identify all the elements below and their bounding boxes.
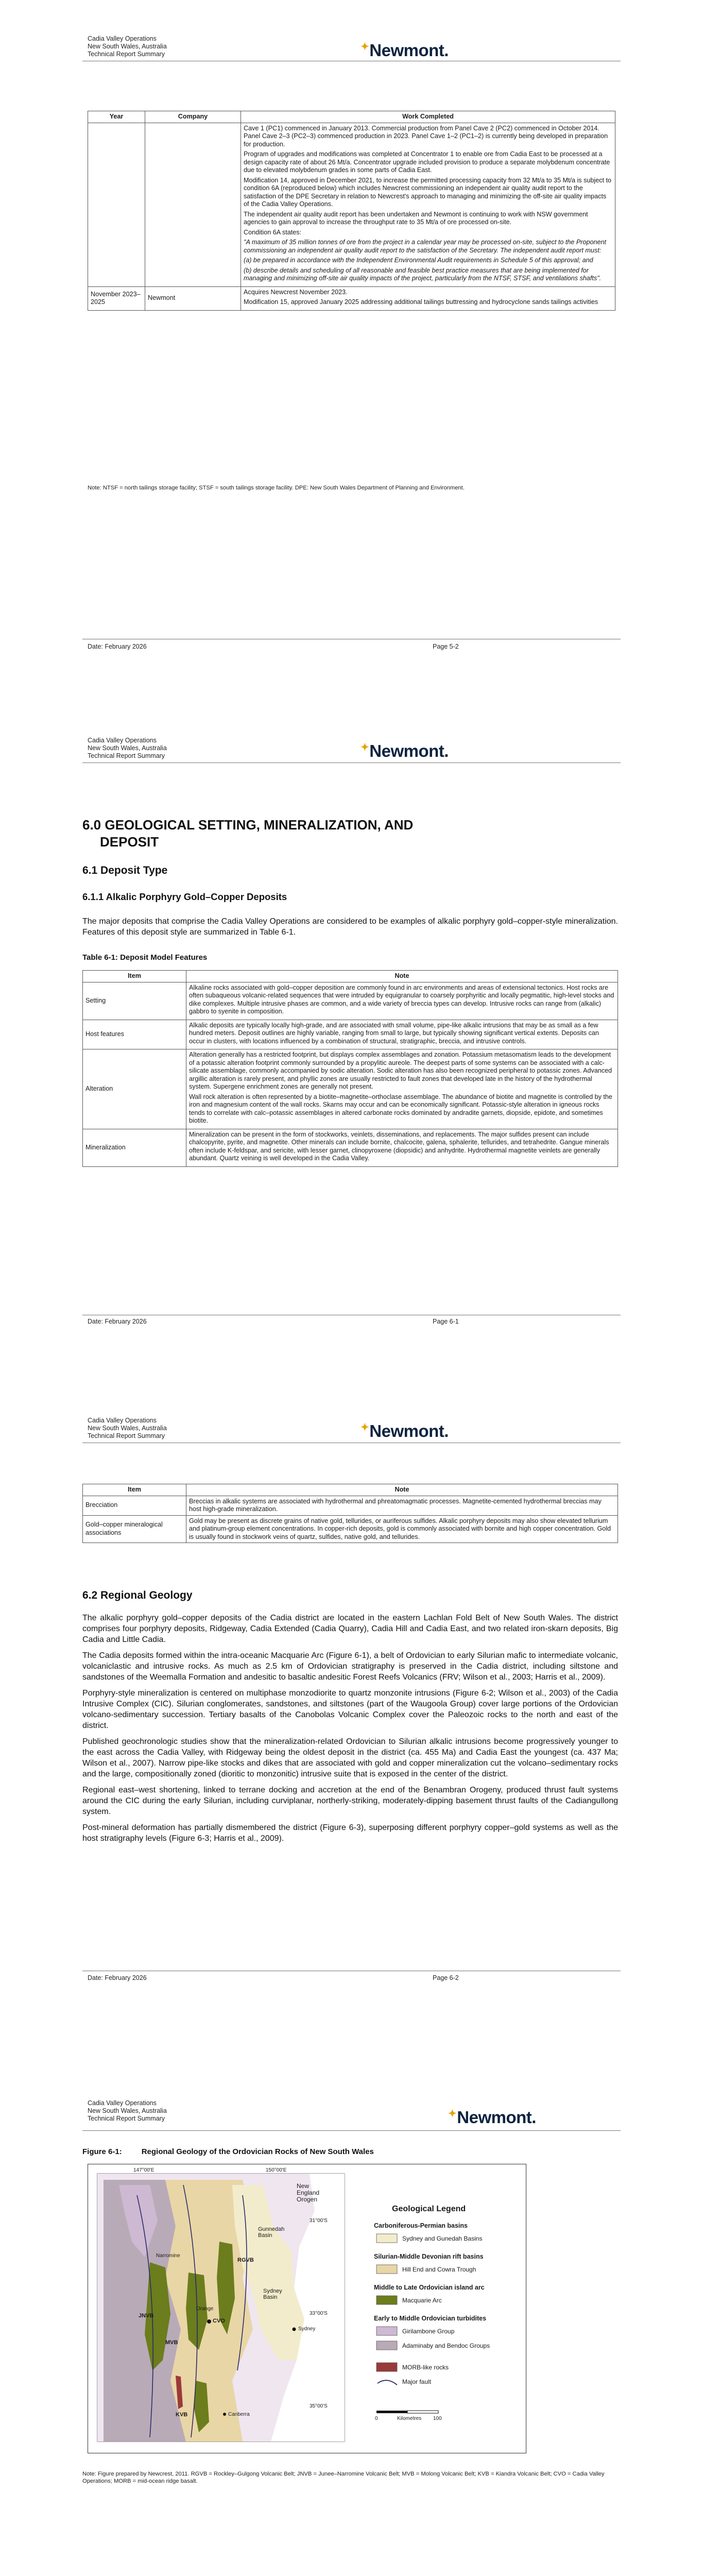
col-year: Year bbox=[88, 111, 145, 123]
cell-work bbox=[241, 123, 615, 286]
body-paragraph: Porphyry-style mineralization is centered on multiphase monzodiorite to quartz monzonite intrusions (Figure 6-2; Wilson et al., 2003) of the Cadia Intrusive Complex (CIC). Silurian conglomerates, sandstones, and siltstones (part of the Waugoola Group) cover large portions of the Ordovician volcano-sedimentary succession. Tertiary basalts of the Canobolas Volcanic Complex cover the Paleozoic rocks to the north and east of the district. bbox=[82, 1689, 618, 1730]
legend-item: Adaminaby and Bendoc Groups bbox=[402, 2342, 490, 2349]
note-text: Alteration generally has a restricted footprint, but displays complex assemblages and zonation. Potassium metasomatism leads to the development of a potassic alteration footprint commonly surrounded by a propylitic aureole. The deepest parts of some systems can be associated with a calc-silicate assemblage, commonly accompanied by sodic alteration. Sodic alteration has also been recognized peripheral to potassic zones. Advanced argillic alteration is rarely present, and phyllic zones are usually restricted to fault zones that developed late in the history of the hydrothermal system. Supergene enrichment zones are generally not present. bbox=[189, 1051, 612, 1090]
legend-item: MORB-like rocks bbox=[402, 2364, 449, 2371]
cell-item: Setting bbox=[83, 982, 186, 1020]
rgvb-label: RGVB bbox=[237, 2257, 254, 2263]
work-paragraph: Modification 15, approved January 2025 addressing additional tailings buttressing and hydrocyclone sands tailings activities bbox=[244, 298, 598, 306]
col-note: Note bbox=[186, 1484, 618, 1496]
footer-date: Date: February 2026 bbox=[88, 643, 147, 650]
table-row bbox=[83, 1129, 618, 1166]
logo-star-icon: ✦ bbox=[361, 742, 369, 753]
header-doc-title: Technical Report Summary bbox=[88, 752, 165, 759]
work-paragraph: Modification 14, approved in December 2021, to increase the permitted processing capacity from 32 Mt/a to 35 Mt/a is subject to condition 6A (reproduced below) which includes Newcrest commissioning an independent air quality audit report to the satisfaction of the DPE Secretary in relation to Newcrest's approach to managing and minimizing the off-site air quality impacts of the Cadia Valley Operations. bbox=[244, 176, 612, 208]
work-paragraph: Acquires Newcrest November 2023. bbox=[244, 288, 348, 296]
history-table bbox=[88, 111, 615, 311]
lon-label: 147°00'E bbox=[133, 2167, 155, 2173]
subsection-heading: 6.2 Regional Geology bbox=[82, 1589, 193, 1601]
figure-note: Note: Figure prepared by Newcrest, 2011. RGVB = Rockley–Gulgong Volcanic Belt; JNVB = Junee–Narromine Volcanic Belt; MVB = Molong Volcanic Belt; KVB = Kiandra Volcanic Belt; CVO = Cadia Valley Operations; MORB = mid-ocean ridge basalt. bbox=[82, 2471, 605, 2484]
sydney-basin-label: Sydney Basin bbox=[263, 2288, 282, 2300]
footer-date: Date: February 2026 bbox=[88, 1974, 147, 1981]
table-caption: Table 6-1: Deposit Model Features bbox=[82, 953, 208, 962]
page-header bbox=[88, 35, 167, 58]
newmont-logo bbox=[361, 1421, 449, 1441]
header-company: Cadia Valley Operations bbox=[88, 1417, 157, 1424]
cell-note: Gold may be present as discrete grains of native gold, tellurides, or auriferous sulfides. Alkalic porphyry deposits may also show elevated tellurium and platinum-group element concentrations. In copper-rich deposits, gold is commonly associated with bornite and high copper concentration. Gold is usually found in stockwork veins of quartz, sulfides, native gold, and tellurides. bbox=[186, 1515, 618, 1543]
page-5-2 bbox=[0, 0, 703, 670]
scale-label: 100 bbox=[433, 2416, 442, 2421]
col-note: Note bbox=[186, 971, 618, 982]
note-text: Alkalic deposits are typically locally high-grade, and are associated with small volume, pipe-like alkalic intrusions that may be as small as a few hundred meters. Deposit outlines are highly variable, ranging from small to large, but typically showing significant vertical extents. Deposits can occur in clusters, with locations influenced by a combination of structural, stratigraphic, breccia, and intrusive controls. bbox=[189, 1021, 599, 1045]
legend-item: Macquarie Arc bbox=[402, 2297, 442, 2304]
regional-geology-text bbox=[82, 1613, 618, 1849]
header-doc-title: Technical Report Summary bbox=[88, 50, 165, 58]
legend-group: Carboniferous-Permian basins bbox=[374, 2222, 468, 2229]
header-company: Cadia Valley Operations bbox=[88, 737, 157, 744]
footer-date: Date: February 2026 bbox=[88, 1318, 147, 1325]
kvb-label: KVB bbox=[176, 2412, 188, 2418]
cvo-marker bbox=[207, 2319, 211, 2324]
cell-work bbox=[241, 286, 615, 310]
newmont-logo bbox=[448, 2107, 536, 2127]
lat-label: 31°00'S bbox=[310, 2218, 328, 2224]
header-location: New South Wales, Australia bbox=[88, 1425, 167, 1432]
deposit-model-table bbox=[82, 970, 618, 1167]
table-row bbox=[88, 123, 615, 286]
note-text: Alkaline rocks associated with gold–copper deposition are commonly found in arc environments and areas of extensional tectonics. Host rocks are often subaqueous volcanic-related sequences that were intruded by equigranular to coarsely porphyritic and locally pegmatitic, high-level stocks and dike complexes. Multiple intrusive phases are common, and a wide variety of breccia types can develop. Intrusive rocks can range from (alkalic) gabbro to syenite in composition. bbox=[189, 984, 614, 1015]
work-paragraph: Cave 1 (PC1) commenced in January 2013. Commercial production from Panel Cave 2 (PC2) commenced in October 2014. Panel Cave 2–3 (PC2–3) commenced production in 2023. Panel Cave 1–2 (PC1–2) is currently being developed in preparation for production. bbox=[244, 124, 608, 148]
mvb-label: MVB bbox=[165, 2340, 178, 2346]
header-location: New South Wales, Australia bbox=[88, 2107, 167, 2114]
cell-note bbox=[186, 1129, 618, 1166]
header-rule bbox=[82, 762, 621, 763]
orange-label: Orange bbox=[196, 2306, 214, 2312]
cell-item: Mineralization bbox=[83, 1129, 186, 1166]
legend-swatch-macquarie bbox=[376, 2296, 397, 2304]
figure-caption bbox=[82, 2147, 374, 2156]
legend-group: Middle to Late Ordovician island arc bbox=[374, 2284, 485, 2291]
col-item: Item bbox=[83, 971, 186, 982]
body-paragraph: The alkalic porphyry gold–copper deposits of the Cadia district are located in the eastern Lachlan Fold Belt of New South Wales. The district comprises four porphyry deposits, Ridgeway, Cadia Extended (Cadia Quarry), Cadia Hill and Cadia East, and two related iron-skarn deposits, Big Cadia and Little Cadia. bbox=[82, 1614, 618, 1644]
logo-text: Newmont. bbox=[457, 2108, 536, 2127]
work-paragraph: The independent air quality audit report has been undertaken and Newmont is continuing to work with NSW government agencies to gain approval to increase the throughput rate to 35 Mt/a of ore processed on-site. bbox=[244, 210, 588, 226]
cell-item: Host features bbox=[83, 1020, 186, 1049]
canberra-label: Canberra bbox=[228, 2412, 250, 2417]
header-doc-title: Technical Report Summary bbox=[88, 2115, 165, 2122]
header-rule bbox=[82, 2130, 621, 2131]
page-6-3 bbox=[0, 2009, 703, 2576]
body-paragraph: The Cadia deposits formed within the intra-oceanic Macquarie Arc (Figure 6-1), a belt of Ordovician to early Silurian mafic to intermediate volcanic, volcaniclastic and intrusive rocks. As much as 2.5 km of Ordovician stratigraphy is preserved in the Cadia district, including siltstone and sandstones of the Weemalla Formation and andesitic to basaltic andesitic Forest Reefs Volcanics (FRV; Wilson et al., 2003; Harris et al., 2009). bbox=[82, 1651, 618, 1682]
work-paragraph: Program of upgrades and modifications was completed at Concentrator 1 to enable ore from Cadia East to be processed at a design capacity rate of about 26 Mt/a. Concentrator upgrade included provision to produce a separate molybdenum concentrate due to elevated molybdenum grades in some parts of Cadia East. bbox=[244, 150, 610, 174]
header-location: New South Wales, Australia bbox=[88, 744, 167, 752]
body-paragraph: Published geochronologic studies show that the mineralization-related Ordovician to Silurian alkalic intrusions become progressively younger to the east across the Cadia Valley, with Ridgeway being the oldest deposit in the district (ca. 455 Ma) and Cadia East the youngest (ca. 437 Ma; Wilson et al., 2007). Narrow pipe-like stocks and dikes that are associated with gold and copper mineralization cut the volcano–sedimentary rocks and the large, compositionally zoned (dioritic to monzonitic) intrusive suite that is exposed in the center of the district. bbox=[82, 1737, 618, 1778]
cell-company: Newmont bbox=[145, 286, 241, 310]
legend-item: Sydney and Gunedah Basins bbox=[402, 2235, 483, 2242]
logo-text: Newmont. bbox=[369, 41, 449, 60]
cell-item: Gold–copper mineralogical associations bbox=[83, 1515, 186, 1543]
cvo-label: CVO bbox=[213, 2318, 225, 2324]
scale-bar-black bbox=[376, 2411, 407, 2413]
narromine-label: Narromine bbox=[156, 2253, 180, 2259]
condition-quote: (a) be prepared in accordance with the Independent Environmental Audit requirements in Schedule 5 of this approval; and bbox=[244, 257, 593, 264]
legend-group: Early to Middle Ordovician turbidites bbox=[374, 2315, 487, 2322]
intro-paragraph bbox=[82, 916, 618, 943]
section-heading-line2: DEPOSIT bbox=[100, 834, 159, 850]
cell-year: November 2023–2025 bbox=[88, 286, 145, 310]
lon-label: 150°00'E bbox=[266, 2167, 287, 2173]
table-row bbox=[88, 286, 615, 310]
cell-company bbox=[145, 123, 241, 286]
logo-star-icon: ✦ bbox=[448, 2108, 457, 2120]
table-header-row bbox=[88, 111, 615, 123]
sydney-marker bbox=[293, 2328, 296, 2331]
subsection-heading: 6.1 Deposit Type bbox=[82, 865, 168, 876]
legend-item: Hill End and Cowra Trough bbox=[402, 2266, 476, 2273]
deposit-model-table-cont bbox=[82, 1484, 618, 1543]
note-text: Wall rock alteration is often represented by a biotite–magnetite–orthoclase assemblage. The abundance of biotite and magnetite is controlled by the iron and magnesium content of the wall rocks. Skarns may occur and can be economically significant. Potassic-style alteration in igneous rocks tends to correlate with calc–potassic assemblages in altered carbonate rocks dominated by andradite garnets, diopside, epidote, and sometimes biotite. bbox=[189, 1093, 612, 1124]
legend-swatch-adaminaby bbox=[376, 2341, 397, 2350]
legend-swatch-sydney bbox=[376, 2234, 397, 2243]
logo-star-icon: ✦ bbox=[361, 1422, 369, 1433]
scale-label: 0 bbox=[375, 2416, 378, 2421]
condition-quote: (b) describe details and scheduling of all reasonable and feasible best practice measures that are being implemented for managing and minimizing off-site air quality impacts of the project, particularly from the NTSF, STSF, and ventilations shafts". bbox=[244, 266, 602, 282]
jnvb-label: JNVB bbox=[139, 2313, 154, 2319]
header-company: Cadia Valley Operations bbox=[88, 2099, 157, 2107]
table-row bbox=[83, 1515, 618, 1543]
work-paragraph: Condition 6A states: bbox=[244, 228, 302, 236]
legend-swatch-morb bbox=[376, 2363, 397, 2371]
header-company: Cadia Valley Operations bbox=[88, 35, 157, 42]
page-header bbox=[88, 737, 167, 760]
cell-year bbox=[88, 123, 145, 286]
figure-title: Regional Geology of the Ordovician Rocks of New South Wales bbox=[141, 2147, 374, 2156]
logo-star-icon: ✦ bbox=[361, 41, 369, 53]
logo-text: Newmont. bbox=[369, 1421, 449, 1440]
newmont-logo bbox=[361, 40, 449, 60]
regional-geology-map bbox=[88, 2164, 526, 2453]
legend-item: Major fault bbox=[402, 2378, 432, 2385]
gunnedah-label: Gunnedah Basin bbox=[258, 2226, 285, 2239]
page-6-1 bbox=[0, 670, 703, 1340]
cell-note: Breccias in alkalic systems are associated with hydrothermal and phreatomagmatic processes. Magnetite-cemented hydrothermal breccias may host high-grade mineralization. bbox=[186, 1496, 618, 1515]
table-row bbox=[83, 982, 618, 1020]
footer-page: Page 6-2 bbox=[433, 1974, 459, 1981]
legend-group: Silurian-Middle Devonian rift basins bbox=[374, 2253, 484, 2260]
legend-swatch-hillend bbox=[376, 2265, 397, 2274]
header-doc-title: Technical Report Summary bbox=[88, 1432, 165, 1439]
table-note: Note: NTSF = north tailings storage facility; STSF = south tailings storage facility. DPE: New South Wales Department of Planning and Environment. bbox=[88, 485, 465, 491]
lat-label: 33°00'S bbox=[310, 2311, 328, 2316]
col-item: Item bbox=[83, 1484, 186, 1496]
logo-text: Newmont. bbox=[369, 741, 449, 760]
cell-note bbox=[186, 1020, 618, 1049]
scale-label: Kilometres bbox=[397, 2416, 422, 2421]
header-location: New South Wales, Australia bbox=[88, 43, 167, 50]
new-england-label: New England Orogen bbox=[297, 2182, 320, 2203]
footer-page: Page 5-2 bbox=[433, 643, 459, 650]
body-paragraph: The major deposits that comprise the Cadia Valley Operations are considered to be examples of alkalic porphyry gold–copper-style mineralization. Features of this deposit style are summarized in Table 6-1. bbox=[82, 917, 618, 937]
cell-note bbox=[186, 1049, 618, 1129]
table-header-row bbox=[83, 971, 618, 982]
cell-note bbox=[186, 982, 618, 1020]
body-paragraph: Post-mineral deformation has partially dismembered the district (Figure 6-3), superposing different porphyry copper–gold systems as well as the host stratigraphy levels (Figure 6-3; Harris et al., 2009). bbox=[82, 1823, 618, 1843]
figure-number: Figure 6-1: bbox=[82, 2147, 122, 2156]
legend-swatch-girilambone bbox=[376, 2327, 397, 2335]
page-6-2 bbox=[0, 1340, 703, 2009]
body-paragraph: Regional east–west shortening, linked to terrane docking and accretion at the end of the Benambran Orogeny, produced thrust fault systems around the CIC during the early Silurian, including curviplanar, northerly-striking, moderately-dipping basement thrust faults of the Cadiangullong system. bbox=[82, 1786, 618, 1816]
canberra-marker bbox=[223, 2413, 226, 2416]
page-header bbox=[88, 2099, 167, 2123]
table-header-row bbox=[83, 1484, 618, 1496]
section-heading bbox=[82, 817, 413, 851]
sydney-label: Sydney bbox=[298, 2326, 316, 2332]
col-work-completed: Work Completed bbox=[241, 111, 615, 123]
cell-item: Brecciation bbox=[83, 1496, 186, 1515]
page-header bbox=[88, 1417, 167, 1440]
footer-page: Page 6-1 bbox=[433, 1318, 459, 1325]
lat-label: 35°00'S bbox=[310, 2403, 328, 2409]
scale-bar-white bbox=[407, 2411, 438, 2413]
newmont-logo bbox=[361, 741, 449, 761]
col-company: Company bbox=[145, 111, 241, 123]
legend-title: Geological Legend bbox=[392, 2205, 466, 2213]
subsubsection-heading: 6.1.1 Alkalic Porphyry Gold–Copper Deposits bbox=[82, 891, 287, 902]
legend-item: Girilambone Group bbox=[402, 2328, 455, 2335]
section-heading-line1: 6.0 GEOLOGICAL SETTING, MINERALIZATION, AND bbox=[82, 817, 414, 833]
condition-quote: "A maximum of 35 million tonnes of ore from the project in a calendar year may be processed on-site, subject to the Proponent commissioning an independent air quality audit report to the satisfaction of the Secretary. The independent audit report must: bbox=[244, 239, 607, 254]
note-text: Mineralization can be present in the form of stockworks, veinlets, disseminations, and replacements. The major sulfides present can include chalcopyrite, pyrite, and magnetite. Other minerals can include bornite, chalcocite, galena, sphalerite, tellurides, and tetrahedrite. Gangue minerals often include K-feldspar, and sericite, with lesser garnet, clinopyroxene (diopsidic) and anhydrite. Hydrothermal magnetite veinlets are generally abundant. Quartz veining is well developed in the Cadia Valley. bbox=[189, 1130, 609, 1162]
legend-fault-line bbox=[378, 2380, 397, 2385]
table-row bbox=[83, 1049, 618, 1129]
cell-item: Alteration bbox=[83, 1049, 186, 1129]
table-row bbox=[83, 1496, 618, 1515]
table-row bbox=[83, 1020, 618, 1049]
